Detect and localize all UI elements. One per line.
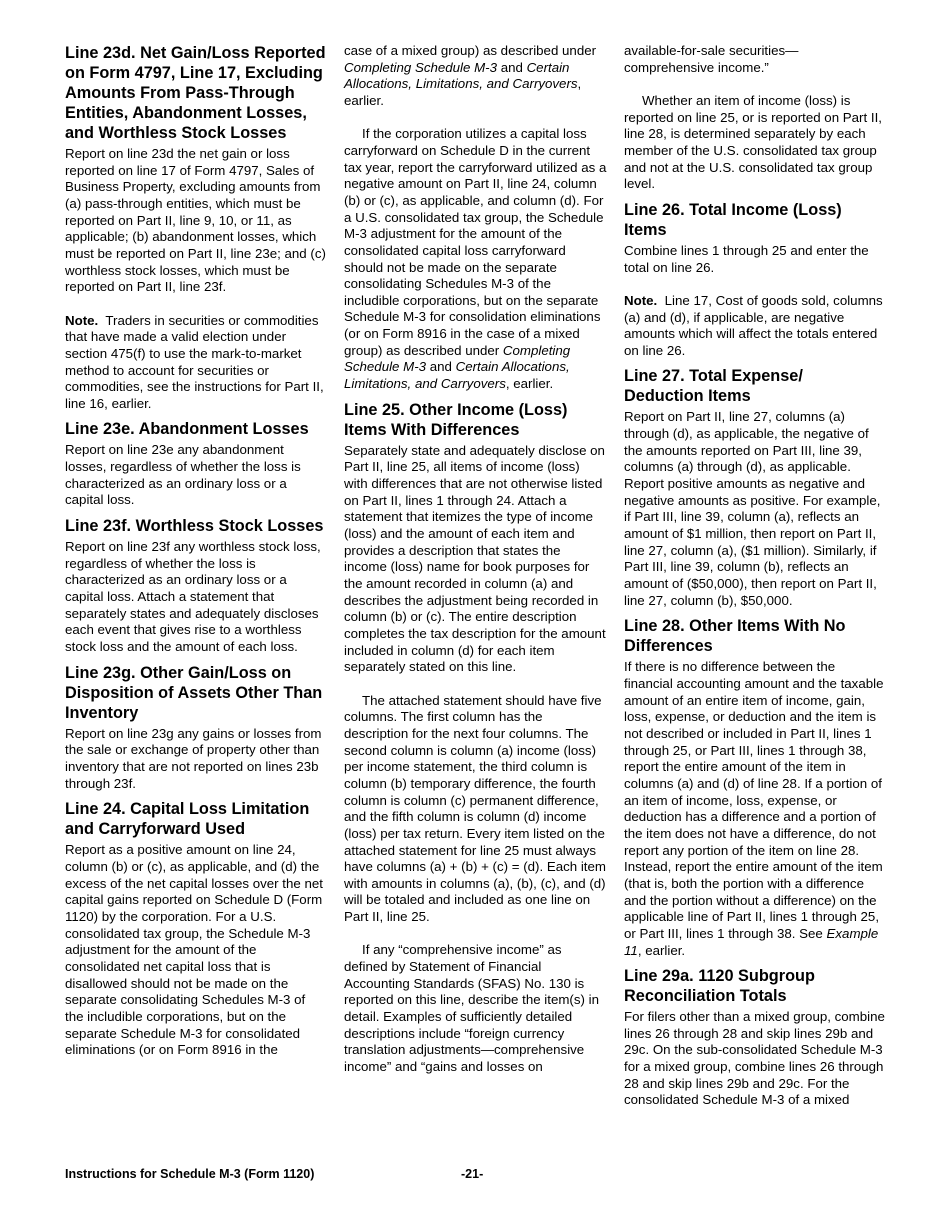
paragraph-line-28 — [624, 659, 886, 959]
heading-line-23g: Line 23g. Other Gain/Loss on Disposition of Assets Other Than Inventory — [65, 663, 323, 722]
heading-line-25: Line 25. Other Income (Loss) Items With Differences — [344, 400, 568, 439]
text-segment: , earlier. — [344, 76, 582, 108]
paragraph-line-29a: For filers other than a mixed group, combine lines 26 through 28 and skip lines 29b and 29c. On the sub-consolidated Schedule M-3 for a mixed group, combine lines 26 through 28 and skip lines 29b and 29c. For the consolidated Schedule M-3 of a mixed — [624, 1009, 885, 1108]
text-segment: , earlier. — [637, 942, 686, 958]
reference-completing-schedule: Completing Schedule M-3 — [344, 342, 571, 375]
column-left — [65, 43, 327, 1059]
heading-line-23d: Line 23d. Net Gain/Loss Reported on Form 4797, Line 17, Excluding Amounts From Pass-Through Entities, Abandonment Losses, and Worthless Stock Losses — [65, 44, 326, 142]
heading-line-26: Line 26. Total Income (Loss) Items — [624, 200, 842, 239]
reference-example-11: Example 11 — [624, 925, 879, 958]
paragraph-line-27: Report on Part II, line 27, columns (a) through (d), as applicable, the negative of the amounts reported on Part III, line 39, columns (a) through (d), as applicable. Report positive amounts as negative and negative amounts as positive. For example, if Part III, line 39, column (a), reflects an amount of $1 million, then report on Part II, line 27, column (a), ($1 million). Similarly, if Part III, line 39, column (b), reflects an amount of ($50,000), then report on Part II, line 27, column (b), $50,000. — [624, 409, 881, 608]
heading-line-24: Line 24. Capital Loss Limitation and Carryforward Used — [65, 800, 310, 839]
note-cost-of-goods — [624, 293, 886, 360]
paragraph-continued — [344, 43, 607, 110]
note-traders — [65, 313, 327, 413]
reference-certain-allocations: Certain Allocations, Limitations, and Carryovers — [344, 359, 570, 392]
column-right — [624, 43, 886, 1109]
paragraph-carryforward — [344, 126, 607, 393]
paragraph-line-23e: Report on line 23e any abandonment losses, regardless of whether the loss is characterized as an ordinary loss or a capital loss. — [65, 442, 301, 508]
note-text: Line 17, Cost of goods sold, columns (a) and (d), if applicable, are negative amounts which will affect the totals entered on line 26. — [624, 292, 883, 358]
text-segment: , earlier. — [505, 376, 554, 392]
note-text: Traders in securities or commodities that have made a valid election under section 475(f) to use the mark-to-market method to account for securities or commodities, see the instructions for Part II, line 16, earlier. — [65, 312, 324, 411]
text-segment: and — [426, 359, 456, 375]
text-segment: If there is no difference between the financial accounting amount and the taxable amount of an entire item of income, gain, loss, expense, or deduction and the item is not described or included in Part II, lines 1 through 25, or Part III, lines 1 through 38, report the entire amount of the item in columns (a) and (d) of line 28. If a portion of an item of income, loss, expense, or deduction has a difference and a portion of the item does not have a difference, do not report any portion of the item on line 28. Instead, report the entire amount of the item (that is, both the portion with a difference and the portion without a difference) on the applicable line of Part II, lines 1 through 25, or Part III, lines 1 through 38. See — [624, 659, 884, 941]
paragraph-statement-columns: The attached statement should have five columns. The first column has the description for the next four columns. The second column is column (a) income (loss) per income statement, the third column is column (b) temporary difference, the fourth column is column (c) permanent difference, and the fifth column is column (d) income (loss) per tax return. Every item listed on the attached statement for line 25 must always have columns (a) + (b) + (c) = (d). Each item with amounts in columns (a), (b), (c), and (d) will be totaled and included as one line on Part II, line 25. — [344, 692, 606, 925]
paragraph-comprehensive-income: If any “comprehensive income” as defined by Statement of Financial Accounting Standards (SFAS) No. 130 is reported on this line, describe the item(s) in detail. Examples of sufficiently detailed descriptions include “foreign currency translation adjustments—comprehensive income” and “gains and losses on — [344, 942, 599, 1075]
footer-document-title: Instructions for Schedule M-3 (Form 1120) — [65, 1167, 315, 1181]
page-number: -21- — [461, 1167, 484, 1181]
paragraph-line-23f: Report on line 23f any worthless stock loss, regardless of whether the loss is characterized as an ordinary loss or a capital loss. Attach a statement that separately states and adequately discloses each event that gives rise to a worthless stock loss and the amount of each loss. — [65, 539, 321, 655]
reference-completing-schedule: Completing Schedule M-3 — [344, 59, 497, 75]
paragraph-line-23g: Report on line 23g any gains or losses from the sale or exchange of property other than inventory that are not reported on lines 23b through 23f. — [65, 725, 322, 791]
text-segment: case of a mixed group) as described under — [344, 43, 597, 58]
paragraph-line-23d: Report on line 23d the net gain or loss reported on line 17 of Form 4797, Sales of Business Property, excluding amounts from (a) pass-through entities, which must be reported on Part II, line 9, 10, or 11, as applicable; (b) abandonment losses, which must be reported on Part II, line 23e; and (c) worthless stock losses, which must be reported on Part II, line 23f. — [65, 146, 326, 295]
note-label: Note. — [65, 312, 99, 328]
reference-certain-allocations: Certain Allocations, Limitations, and Carryovers — [344, 59, 578, 92]
note-label: Note. — [624, 292, 658, 308]
column-middle — [344, 43, 607, 1076]
paragraph-line-26: Combine lines 1 through 25 and enter the total on line 26. — [624, 242, 869, 275]
paragraph-line-25: Separately state and adequately disclose on Part II, line 25, all items of income (loss) with differences that are not otherwise listed on Part II, lines 1 through 24. Attach a statement that itemizes the type of income (loss) and the amount of each item and provides a description that states the income (loss) name for book purposes for the amount recorded in column (a) and describes the adjustment being recorded in column (b) or (c). The entire description completes the tax description for the amount included in column (d) for each item separately stated on this line. — [344, 442, 606, 675]
heading-line-23e: Line 23e. Abandonment Losses — [65, 420, 309, 439]
text-segment: If the corporation utilizes a capital loss carryforward on Schedule D in the current tax year, report the carryforward utilized as a negative amount on Part II, line 24, column (b) or (c), as applicable, and column (d). For a U.S. consolidated tax group, the Schedule M-3 adjustment for the amount of the consolidated capital loss carryforward should not be made on the separate consolidating Schedules M-3 of the includible corporations, but on the separate Schedule M-3 for consolidation eliminations (or on Form 8916 in the case of a mixed group) as described under — [344, 126, 607, 358]
heading-line-23f: Line 23f. Worthless Stock Losses — [65, 517, 324, 536]
text-segment: and — [497, 59, 527, 75]
paragraph-continued: available-for-sale securities—comprehensive income.” — [624, 43, 799, 75]
paragraph-line-24: Report as a positive amount on line 24, column (b) or (c), as applicable, and (d) the excess of the net capital losses over the net capital gains reported on Schedule D (Form 1120) by the corporation. For a U.S. consolidated tax group, the Schedule M-3 adjustment for the amount of the consolidated net capital loss that is disallowed should not be made on the separate consolidating Schedules M-3 of the includible corporations, but on the separate Schedule M-3 for consolidated eliminations (or on Form 8916 in the — [65, 842, 323, 1058]
page-footer — [65, 1167, 886, 1185]
heading-line-27: Line 27. Total Expense/ Deduction Items — [624, 367, 803, 406]
heading-line-28: Line 28. Other Items With No Differences — [624, 617, 846, 656]
heading-line-29a: Line 29a. 1120 Subgroup Reconciliation Totals — [624, 967, 815, 1006]
paragraph-whether-item: Whether an item of income (loss) is reported on line 25, or is reported on Part II, line 28, is determined separately by each member of the U.S. consolidated tax group and not at the U.S. consolidated tax group level. — [624, 92, 882, 192]
